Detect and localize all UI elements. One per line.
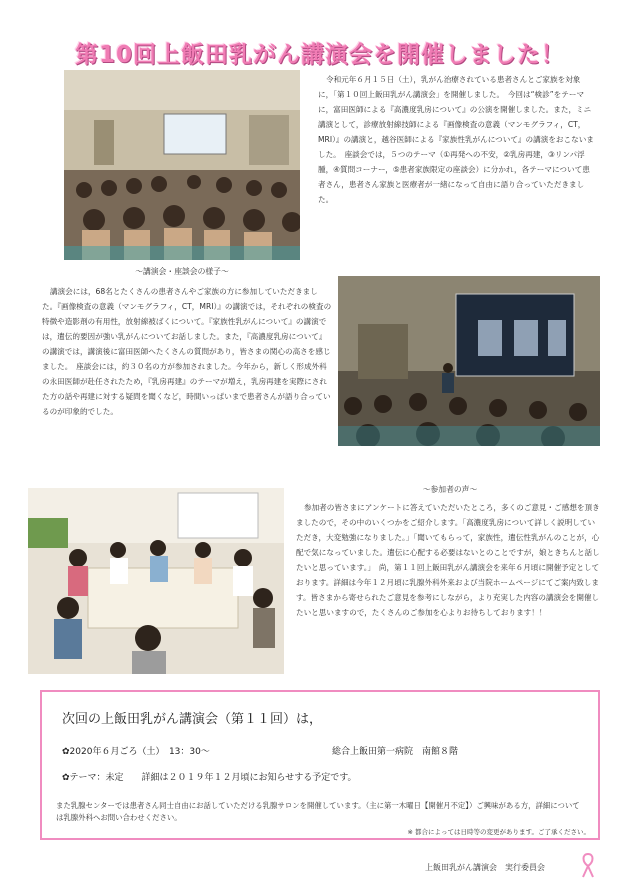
notice-heading: 次回の上飯田乳がん講演会（第１１回）は， <box>62 712 323 727</box>
footer-organizer: 上飯田乳がん講演会 実行委員会 <box>425 863 545 872</box>
next-event-notice <box>40 690 600 840</box>
notice-date: ✿2020年６月ごろ（土） 13：30～ <box>62 747 210 757</box>
report-body: 講演会には，68名とたくさんの患者さんやご家族の方に参加していただきました。『画像検査の意義（マンモグラフィ，CT，MRI）』の講演では，それぞれの検査の特徴や造影剤の有用性，放射線被ばくについて。『家族性乳がんについて』の講演では，遺伝的要因が強い乳がんについてお話しました。また，『高濃度乳房について』の講演では，講演後に富田医師へたくさんの質問があり，皆さまの関心の高さを感じました。 座談会には，約３０名の方が参加されました。今年から，新しく形成外科の永田医師が赴任されたため，『乳房再建』のテーマが増え，乳房再建を実際にされた方の話や再建に対する疑問を聞くなど，時間いっぱいまで患者さんが語り合っているのが印象的でした。 <box>42 287 332 416</box>
voice-heading: ～参加者の声～ <box>422 485 478 494</box>
page-title: 第10回上飯田乳がん講演会を開催しました！ <box>74 42 565 68</box>
intro-text: 令和元年６月１５日（土），乳がん治療されている患者さんとご家族を対象に，「第１０回上飯田乳がん講演会」を開催しました。 今回は“検診”をテーマに，富田医師による『高濃度乳房について』の公演を開催しました。また，ミニ講演として，診療放射線技師による『画像検査の意義（マンモグラフィ，CT，MRI）』の講演と，越谷医師による『家族性乳がんについて』の講演をおこないました。 座談会では，５つのテーマ（①再発への不安，②乳房再建，③リンパ浮腫，④質問コーナー，⑤患者家族限定の座談会）に分かれ，各テーマについて患者さん，患者さん家族と医療者が一緒になって自由に語り合っていただきました。 <box>318 75 594 204</box>
lecture-hall-photo <box>64 70 300 260</box>
discussion-photo <box>28 488 284 674</box>
voice-text: 参加者の皆さまにアンケートに答えていただいたところ，多くのご意見・ご感想を頂きましたので，その中のいくつかをご紹介します。「高濃度乳房について詳しく説明していただき，大変勉強になりました。」「聞いてもらって，家族性，遺伝性乳がんのことが，心配で気になっていました。遺伝に心配する必要はないとのことですが，娘ときちんと話したいと思っています。」 尚，第１１回上飯田乳がん講演会を来年６月頃に開催予定としております。詳細は今年１２月頃に乳腺外科外来および当院ホームページにてご案内致します。皆さまから寄せられたご意見を参考にしながら，より充実した内容の講演会を開催したいと思いますので，たくさんのご参加を心よりお待ちしております！！ <box>296 503 600 617</box>
notice-theme: ✿テーマ：未定 詳細は２０１９年１２月頃にお知らせする予定です。 <box>62 773 357 783</box>
notice-salon: また乳腺センターでは患者さん同士自由にお話していただける乳腺サロンを開催しています。（主に第一木曜日【開催月不定】）ご興味がある方，詳細については乳腺外科へお問い合わせください。 <box>56 801 580 822</box>
notice-footnote: ※ 都合によっては日時等の変更があります。ご了承ください。 <box>407 828 590 836</box>
presentation-photo <box>338 276 600 446</box>
photo-caption: ～講演会・座談会の様子～ <box>135 267 229 276</box>
pink-ribbon-icon <box>580 852 596 878</box>
notice-venue: 総合上飯田第一病院 南館８階 <box>332 747 459 757</box>
